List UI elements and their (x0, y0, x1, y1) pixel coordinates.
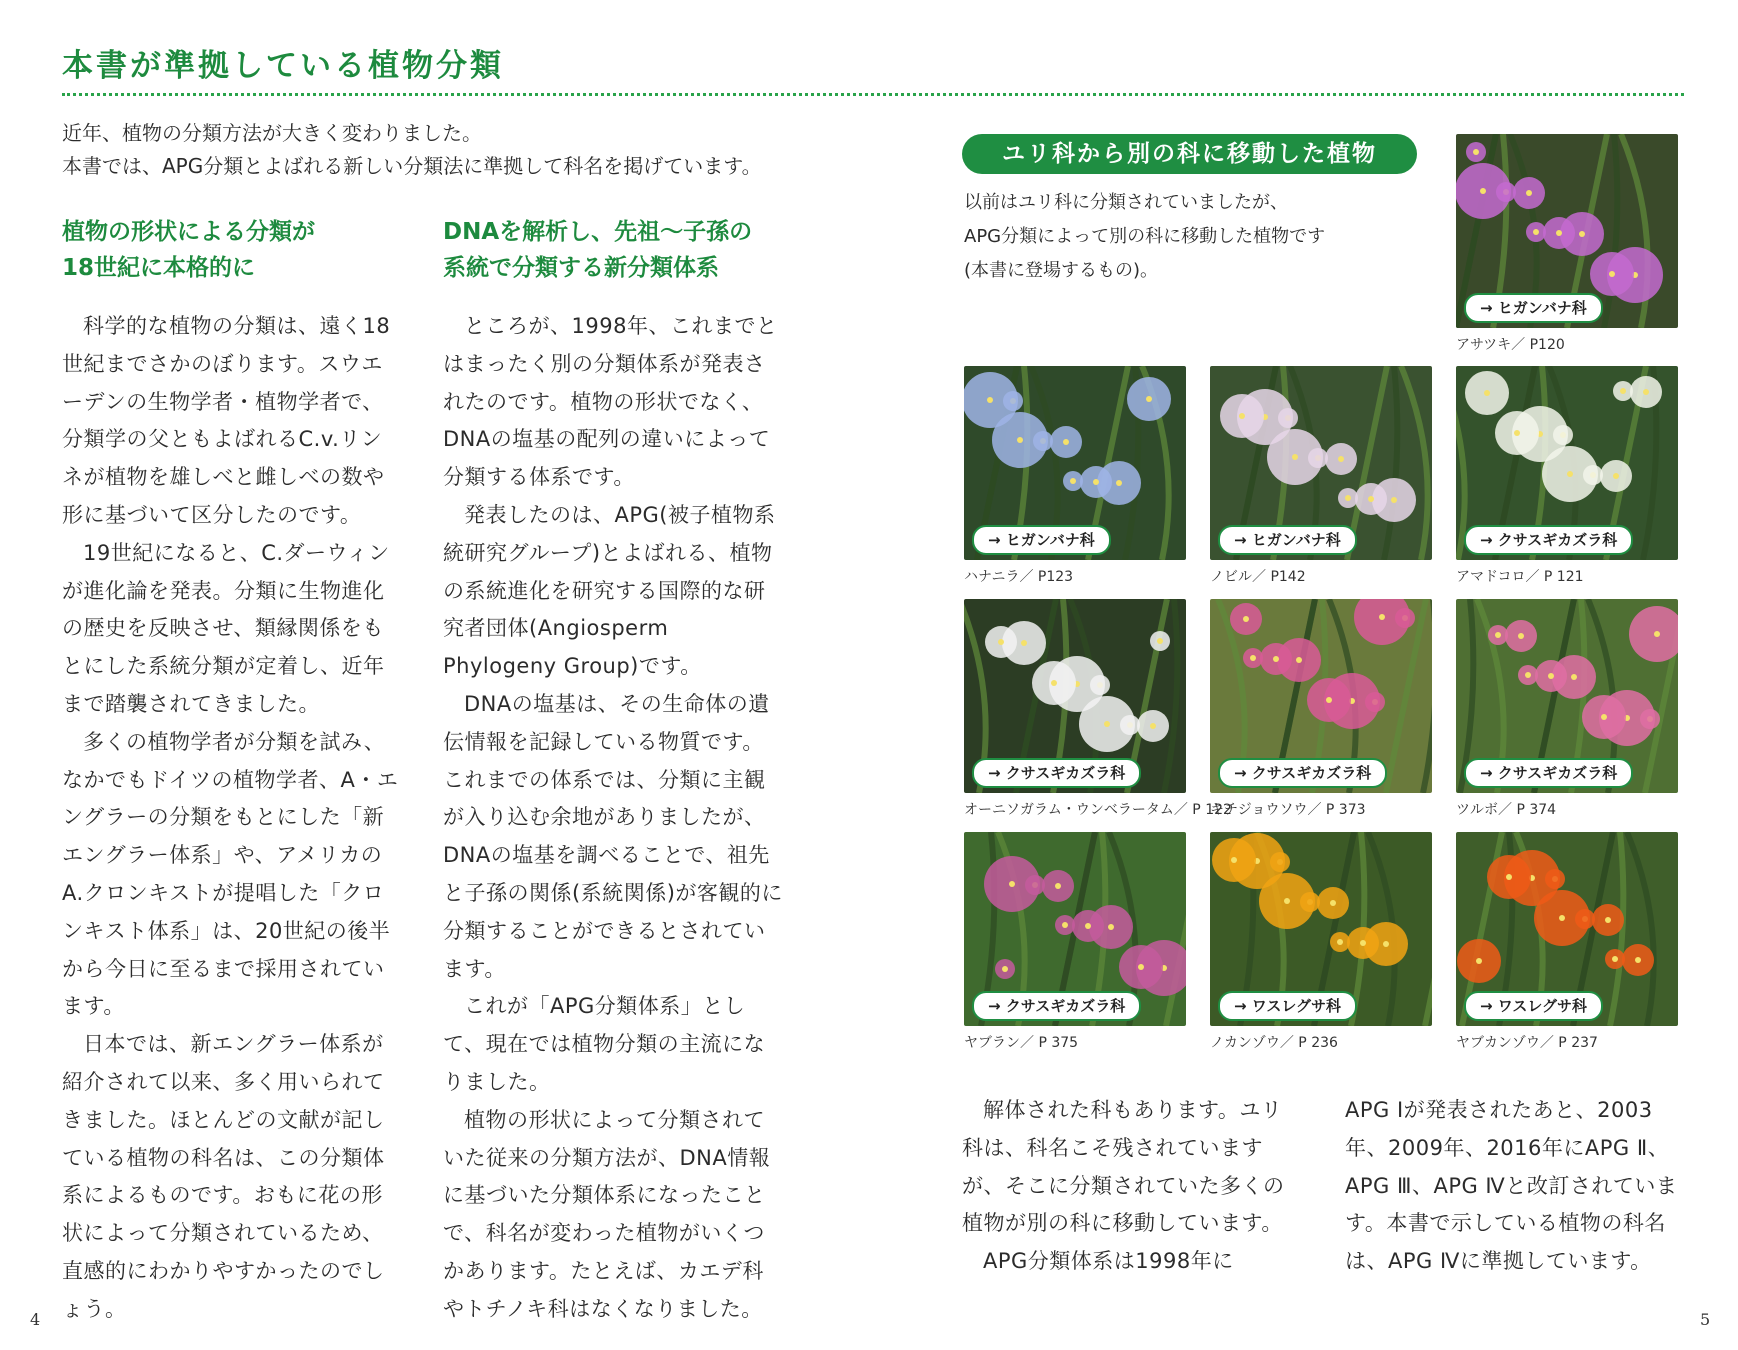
photo-caption: ハナニラ／ P123 (964, 569, 1074, 585)
plant-photo (1456, 134, 1678, 328)
bottom-column-right (1345, 1092, 1685, 1281)
family-tag: → クサスギカズラ科 (1218, 758, 1387, 788)
photo-caption: ノカンゾウ／ P 236 (1210, 1035, 1338, 1051)
photo-caption: アマドコロ／ P 121 (1456, 569, 1584, 585)
bottom-column-left (962, 1092, 1302, 1281)
paragraph: 科学的な植物の分類は、遠く18世紀までさかのぼります。スウエーデンの生物学者・植物学者で、分類学の父ともよばれるC.v.リンネが植物を雄しべと雌しべの数や形に基づいて区分したのです。 (62, 314, 391, 527)
paragraph: ところが、1998年、これまでとはまったく別の分類体系が発表されたのです。植物の形状でなく、DNAの塩基の配列の違いによって分類する体系です。 (443, 314, 778, 490)
plant-photo (1456, 366, 1678, 560)
paragraph: これが「APG分類体系」として、現在では植物分類の主流になりました。 (443, 994, 766, 1094)
plant-photo (1456, 599, 1678, 793)
paragraph: 植物の形状によって分類されていた従来の分類方法が、DNA情報に基づいた分類体系になったことで、科名が変わった植物がいくつかあります。たとえば、カエデ科やトチノキ科はなくなりました。 (443, 1107, 771, 1321)
paragraph: 発表したのは、APG(被子植物系統研究グループ)とよばれる、植物の系統進化を研究する国際的な研究者団体(Angiosperm Phylogeny Group)です。 (443, 502, 776, 679)
family-tag: → クサスギカズラ科 (1464, 758, 1633, 788)
paragraph: 多くの植物学者が分類を試み、なかでもドイツの植物学者、A・エングラーの分類をもとにした「新エングラー体系」や、アメリカのA.クロンキストが提唱した「クロンキスト体系」は、20世紀の後半から今日に至るまで採用されています。 (62, 729, 399, 1019)
family-tag: → クサスギカズラ科 (1464, 525, 1633, 555)
family-tag: → ヒガンバナ科 (1218, 525, 1357, 555)
paragraph: 日本では、新エングラー体系が紹介されて以来、多く用いられてきました。ほとんどの文献が記している植物の科名は、この分類体系によるものです。おもに花の形状によって分類されているため、直感的にわかりやすかったのでしょう。 (62, 1032, 385, 1321)
family-tag: → クサスギカズラ科 (972, 758, 1141, 788)
photo-caption: ヤブラン／ P 375 (964, 1035, 1079, 1051)
intro-line-1: 近年、植物の分類方法が大きく変わりました。 (62, 121, 482, 145)
photo-caption: ヤブカンゾウ／ P 237 (1456, 1035, 1598, 1051)
photo-caption: オーニソガラム・ウンベラータム／ P 122 (964, 802, 1232, 818)
page-number-right: 5 (1700, 1310, 1711, 1329)
family-tag: → クサスギカズラ科 (972, 991, 1141, 1021)
intro-line-2: 本書では、APG分類とよばれる新しい分類法に準拠して科名を掲げています。 (62, 154, 762, 178)
column-2-heading-line: 系統で分類する新分類体系 (443, 255, 719, 281)
section-pill-heading: ユリ科から別の科に移動した植物 (962, 134, 1417, 174)
column-2 (443, 214, 783, 1329)
paragraph: 19世紀になると、C.ダーウィンが進化論を発表。分類に生物進化の歴史を反映させ、類縁関係をもとにした系統分類が定着し、近年まで踏襲されてきました。 (62, 540, 390, 716)
plant-photo (964, 366, 1186, 560)
photo-caption: キチジョウソウ／ P 373 (1210, 802, 1366, 818)
plant-photo (1210, 599, 1432, 793)
sidebar-description-line: APG分類によって別の科に移動した植物です (964, 226, 1326, 247)
family-tag: → ワスレグサ科 (1218, 991, 1357, 1021)
paragraph: APG分類体系は1998年に (983, 1249, 1234, 1274)
column-1 (62, 214, 402, 1329)
photo-caption: ノビル／ P142 (1210, 569, 1306, 585)
column-1-heading (62, 214, 402, 286)
family-tag: → ヒガンバナ科 (1464, 293, 1603, 323)
photo-caption: ツルボ／ P 374 (1456, 802, 1557, 818)
sidebar-description-line: (本書に登場するもの)。 (964, 260, 1159, 281)
title-divider (62, 93, 1684, 96)
page-title: 本書が準拠している植物分類 (62, 48, 504, 84)
paragraph: DNAの塩基は、その生命体の遺伝情報を記録している物質です。これまでの体系では、分類に主観が入り込む余地がありましたが、DNAの塩基を調べることで、祖先と子孫の関係(系統関係)が客観的に分類することができるとされています。 (443, 691, 783, 981)
column-2-heading-line: DNAを解析し、先祖〜子孫の (443, 219, 753, 245)
photo-caption: アサツキ／ P120 (1456, 337, 1565, 353)
family-tag: → ワスレグサ科 (1464, 991, 1603, 1021)
column-1-heading-line: 植物の形状による分類が (62, 219, 315, 245)
family-tag: → ヒガンバナ科 (972, 525, 1111, 555)
plant-photo (1210, 366, 1432, 560)
column-1-heading-line: 18世紀に本格的に (62, 255, 256, 281)
plant-photo (1210, 832, 1432, 1026)
sidebar-description-line: 以前はユリ科に分類されていましたが、 (964, 192, 1288, 213)
plant-photo (1456, 832, 1678, 1026)
column-2-heading (443, 214, 783, 286)
paragraph: 解体された科もあります。ユリ科は、科名こそ残されていますが、そこに分類されていた多くの植物が別の科に移動しています。 (962, 1098, 1285, 1236)
paragraph: APG Ⅰが発表されたあと、2003年、2009年、2016年にAPG Ⅱ、APG Ⅲ、APG Ⅳと改訂されています。本書で示している植物の科名は、APG Ⅳに準拠しています。 (1345, 1098, 1678, 1274)
page-number-left: 4 (30, 1310, 41, 1329)
plant-photo (964, 599, 1186, 793)
sidebar-description (964, 186, 1325, 288)
plant-photo (964, 832, 1186, 1026)
